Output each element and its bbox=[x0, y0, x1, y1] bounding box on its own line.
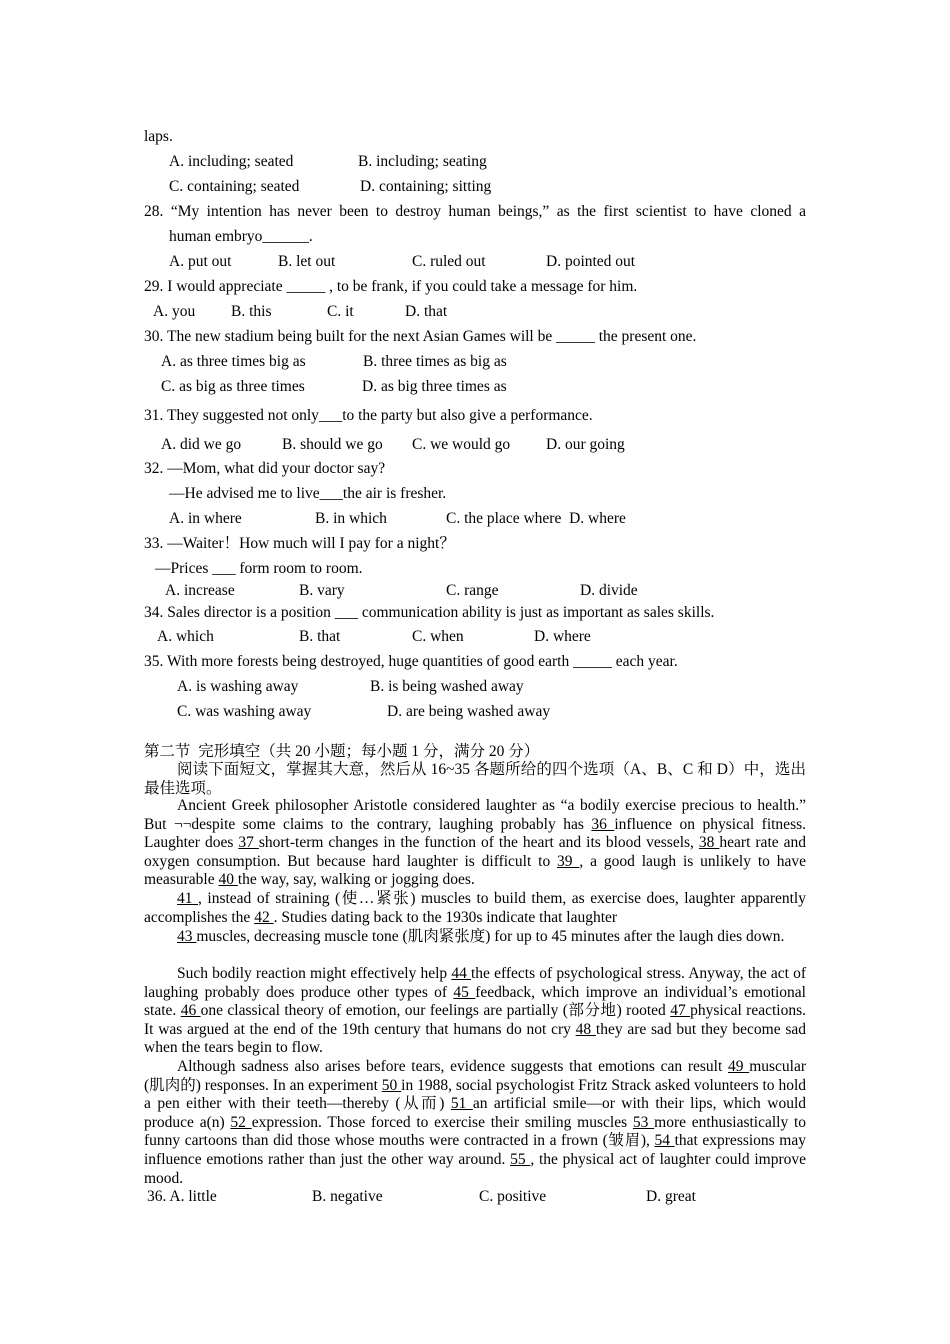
q35-option-d: D. are being washed away bbox=[387, 703, 551, 720]
passage-paragraph-3: 43 muscles, decreasing muscle tone (肌肉紧张度) for up to 45 minutes after the laugh dies down. bbox=[177, 928, 785, 945]
q34-option-d: D. where bbox=[534, 628, 591, 645]
q28-option-c: C. ruled out bbox=[412, 253, 486, 270]
q31-option-b: B. should we go bbox=[282, 436, 383, 453]
q29-option-b: B. this bbox=[231, 303, 272, 320]
q27-stem-end: laps. bbox=[144, 128, 173, 145]
q29-option-d: D. that bbox=[405, 303, 448, 320]
q29-stem: 29. I would appreciate _____ , to be frank, if you could take a message for him. bbox=[144, 278, 638, 295]
blank-45: 45 bbox=[453, 983, 476, 1001]
q27-option-d: D. containing; sitting bbox=[360, 178, 492, 195]
q28-option-b: B. let out bbox=[278, 253, 336, 270]
blank-46: 46 bbox=[180, 1002, 201, 1020]
q30-option-d: D. as big three times as bbox=[362, 378, 507, 395]
q34-option-c: C. when bbox=[412, 628, 464, 645]
q28-option-d: D. pointed out bbox=[546, 253, 636, 270]
blank-53: 53 bbox=[632, 1113, 655, 1131]
passage-paragraph-1: Ancient Greek philosopher Aristotle considered laughter as “a bodily exercise precious to health.” But ¬¬despite some claims to the contrary, laughing probably has 36 influence on physical fitness. Laughter does 37 short-term changes in the function of the heart and its blood vessels, 38 heart rate and oxygen consumption. But because hard laughter is difficult to 39 , a good laugh is unlikely to have measurable 40 the way, say, walking or jogging does. bbox=[144, 797, 807, 889]
q33-option-a: A. increase bbox=[165, 582, 235, 599]
q31-option-c: C. we would go bbox=[412, 436, 511, 453]
q29-option-c: C. it bbox=[327, 303, 354, 320]
q33-option-b: B. vary bbox=[299, 582, 345, 599]
q28-option-a: A. put out bbox=[169, 253, 232, 270]
q29-option-a: A. you bbox=[153, 303, 196, 320]
q32-option-cd: C. the place where D. where bbox=[446, 510, 626, 527]
q35-stem: 35. With more forests being destroyed, huge quantities of good earth _____ each year. bbox=[144, 653, 678, 670]
q32-blank: ___ bbox=[319, 485, 343, 502]
q31-option-a: A. did we go bbox=[161, 436, 242, 453]
blank-50: 50 bbox=[381, 1076, 402, 1094]
passage-paragraph-2: 41 , instead of straining (使…紧张) muscles to build them, as exercise does, laughter apparently accomplishes the 42 . Studies dating back to the 1930s indicate that laughter bbox=[144, 890, 806, 926]
blank-52: 52 bbox=[230, 1113, 252, 1131]
q31-stem: 31. They suggested not only___to the party but also give a performance. bbox=[144, 407, 593, 424]
q30-option-a: A. as three times big as bbox=[161, 353, 306, 370]
q33-stem-line2: —Prices ___ form room to room. bbox=[155, 560, 363, 577]
q36-option-b: B. negative bbox=[312, 1188, 383, 1205]
q36-option-c: C. positive bbox=[479, 1188, 547, 1205]
blank-41: 41 bbox=[177, 890, 199, 907]
q27-option-c: C. containing; seated bbox=[169, 178, 300, 195]
q27-option-a: A. including; seated bbox=[169, 153, 294, 170]
passage-paragraph-5: Although sadness also arises before tears, evidence suggests that emotions can result 49 muscular (肌肉的) responses. In an experiment 50 in 1988, social psychologist Fritz Strack asked volunteers to hold a pen either with their teeth—thereby (从而) 51 an artificial smile—or with their lips, which would produce a(n) 52 expression. Those forced to exercise their smiling muscles 53 more enthusiastically to funny cartoons than did those whose mouths were contracted in a frown (皱眉), 54 that expressions may influence emotions rather than just the other way around. 55 , the physical act of laughter could improve mood. bbox=[144, 1058, 807, 1187]
passage-paragraph-4: Such bodily reaction might effectively help 44 the effects of psychological stress. Anyway, the act of laughing probably does produce other types of 45 feedback, which improve an individual’s emotional state. 46 one classical theory of emotion, our feelings are partially (部分地) rooted 47 physical reactions. It was argued at the end of the 19th century that humans do not cry 48 they are sad but they become sad when the tears begin to flow. bbox=[144, 965, 807, 1057]
blank-44: 44 bbox=[451, 965, 471, 982]
blank-42: 42 bbox=[254, 908, 274, 926]
blank-51: 51 bbox=[450, 1095, 473, 1113]
blank-40: 40 bbox=[218, 871, 238, 889]
q33-stem: 33. —Waiter！How much will I pay for a night？ bbox=[144, 535, 455, 552]
q34-option-a: A. which bbox=[157, 628, 214, 645]
q30-option-b: B. three times as big as bbox=[363, 353, 507, 370]
q35-option-c: C. was washing away bbox=[177, 703, 312, 720]
blank-36: 36 bbox=[591, 815, 615, 833]
q30-stem: 30. The new stadium being built for the next Asian Games will be _____ the present one. bbox=[144, 328, 697, 345]
blank-54: 54 bbox=[654, 1132, 675, 1150]
q35-option-a: A. is washing away bbox=[177, 678, 299, 695]
q35-option-b: B. is being washed away bbox=[370, 678, 524, 695]
q32-option-a: A. in where bbox=[169, 510, 242, 527]
blank-55: 55 bbox=[510, 1150, 531, 1168]
section-heading: 第二节 完形填空（共 20 小题；每小题 1 分，满分 20 分） bbox=[144, 743, 540, 760]
blank-48: 48 bbox=[575, 1020, 596, 1038]
blank-47: 47 bbox=[670, 1002, 691, 1020]
q30-option-c: C. as big as three times bbox=[161, 378, 305, 395]
blank-38: 38 bbox=[698, 834, 720, 852]
q31-option-d: D. our going bbox=[546, 436, 625, 453]
q36-option-d: D. great bbox=[646, 1188, 696, 1205]
blank-39: 39 bbox=[557, 852, 580, 870]
q31-blank: ___ bbox=[318, 407, 343, 424]
q27-option-b: B. including; seating bbox=[358, 153, 487, 170]
q33-option-c: C. range bbox=[446, 582, 499, 599]
blank-49: 49 bbox=[727, 1058, 750, 1075]
q34-stem: 34. Sales director is a position ___ communication ability is just as important as sales skills. bbox=[144, 604, 715, 621]
q32-stem: 32. —Mom, what did your doctor say? bbox=[144, 460, 386, 477]
section-instruction: 阅读下面短文，掌握其大意，然后从 16~35 各题所给的四个选项（A、B、C 和 D）中，选出最佳选项。 bbox=[144, 761, 806, 797]
q32-option-b: B. in which bbox=[315, 510, 387, 527]
q34-option-b: B. that bbox=[299, 628, 341, 645]
blank-43: 43 bbox=[177, 928, 197, 945]
q32-stem-line2: —He advised me to live___the air is fresher. bbox=[169, 485, 447, 502]
blank-37: 37 bbox=[238, 834, 259, 852]
q28-stem-line2: human embryo______. bbox=[169, 228, 313, 245]
q28-stem: 28. “My intention has never been to destroy human beings,” as the first scientist to have cloned a bbox=[144, 203, 806, 220]
q36-option-a: 36. A. little bbox=[147, 1188, 217, 1205]
q28-blank: ______ bbox=[262, 228, 309, 245]
q33-option-d: D. divide bbox=[580, 582, 638, 599]
